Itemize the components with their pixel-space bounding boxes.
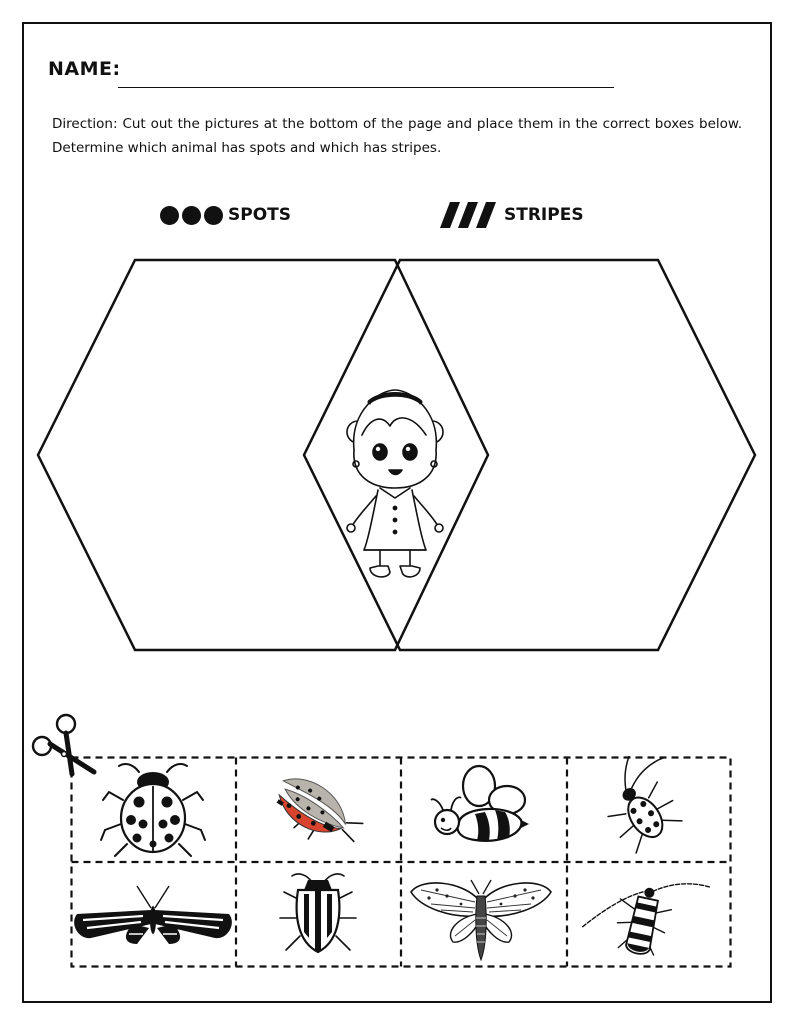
spotted-lanternfly-icon[interactable]: [264, 768, 369, 860]
ladybug-icon[interactable]: [101, 764, 205, 856]
cut-out-grid: [70, 756, 732, 968]
moth-icon[interactable]: [411, 880, 551, 960]
girl-illustration: [340, 380, 450, 585]
spots-label: SPOTS: [228, 205, 291, 225]
spotted-beetle-icon[interactable]: [581, 756, 700, 855]
name-label: NAME:: [48, 58, 121, 80]
zebra-butterfly-icon[interactable]: [74, 886, 232, 944]
longhorn-beetle-icon[interactable]: [579, 863, 711, 966]
directions-text: Direction: Cut out the pictures at the bottom of the page and place them in the correct boxes below. Determine which animal has spots and which has stripes.: [52, 116, 742, 156]
striped-beetle-icon[interactable]: [280, 874, 356, 952]
bee-icon[interactable]: [431, 766, 529, 841]
stripes-label: STRIPES: [504, 205, 584, 225]
